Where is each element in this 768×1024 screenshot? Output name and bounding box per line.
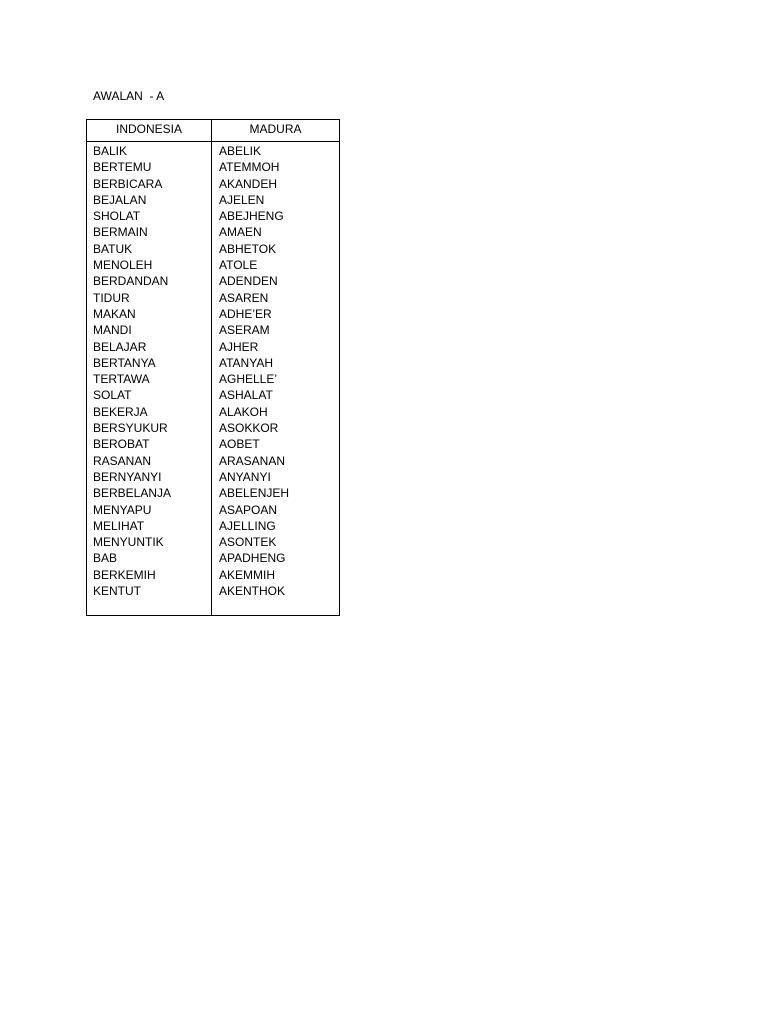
- indonesia-column: [87, 142, 212, 615]
- word-madura: ABEJHENG: [219, 209, 284, 224]
- word-madura: ADENDEN: [219, 274, 278, 289]
- word-indonesia: MELIHAT: [93, 518, 145, 533]
- word-indonesia: MENYUNTIK: [93, 535, 164, 550]
- word-madura: AKEMMIH: [219, 567, 276, 582]
- word-indonesia: BERKEMIH: [93, 567, 156, 582]
- word-madura: ALAKOH: [219, 404, 268, 419]
- word-indonesia: BAB: [93, 551, 118, 566]
- word-madura: AMAEN: [219, 225, 262, 240]
- word-indonesia: BELAJAR: [93, 339, 147, 354]
- word-indonesia: BEKERJA: [93, 404, 148, 419]
- word-madura: AJELLING: [219, 518, 276, 533]
- word-indonesia: TERTAWA: [93, 372, 150, 387]
- word-indonesia: BEJALAN: [93, 192, 147, 207]
- word-madura: AOBET: [219, 437, 260, 452]
- word-indonesia: BERMAIN: [93, 225, 148, 240]
- table-header-row: [87, 120, 339, 142]
- word-madura: ADHE’ER: [219, 306, 272, 321]
- word-indonesia: BERTEMU: [93, 160, 152, 175]
- word-madura: ATANYAH: [219, 355, 274, 370]
- word-indonesia: MANDI: [93, 323, 132, 338]
- word-indonesia: BERNYANYI: [93, 469, 162, 484]
- madura-column: [212, 142, 339, 615]
- word-madura: ASAPOAN: [219, 502, 278, 517]
- word-indonesia: BERDANDAN: [93, 274, 169, 289]
- word-madura: AGHELLE’: [219, 372, 278, 387]
- word-madura: ABELIK: [219, 144, 262, 158]
- word-indonesia: MENOLEH: [93, 258, 153, 273]
- vocabulary-table: [86, 119, 340, 616]
- word-madura: ASHALAT: [219, 388, 273, 403]
- word-indonesia: BERTANYA: [93, 355, 156, 370]
- word-madura: ARASANAN: [219, 453, 286, 468]
- word-indonesia: BERSYUKUR: [93, 421, 168, 436]
- word-indonesia: SOLAT: [93, 388, 132, 403]
- word-madura: ATOLE: [219, 258, 258, 273]
- word-madura: ATEMMOH: [219, 160, 280, 175]
- word-madura: ASOKKOR: [219, 421, 279, 436]
- word-indonesia: KENTUT: [93, 584, 141, 599]
- header-madura: MADURA: [249, 122, 302, 136]
- table-body: [87, 142, 339, 615]
- word-indonesia: TIDUR: [93, 290, 130, 305]
- word-madura: AKANDEH: [219, 176, 278, 191]
- word-madura: AJELEN: [219, 192, 265, 207]
- word-madura: AKENTHOK: [219, 584, 286, 599]
- word-madura: ABHETOK: [219, 241, 277, 256]
- word-indonesia: MAKAN: [93, 306, 136, 321]
- word-indonesia: BATUK: [93, 241, 133, 256]
- page-heading: AWALAN - A: [93, 89, 165, 103]
- word-indonesia: BERBELANJA: [93, 486, 172, 501]
- word-madura: ASERAM: [219, 323, 270, 338]
- word-madura: ABELENJEH: [219, 486, 290, 501]
- word-indonesia: BERBICARA: [93, 176, 163, 191]
- word-indonesia: SHOLAT: [93, 209, 141, 224]
- word-indonesia: MENYAPU: [93, 502, 152, 517]
- word-madura: ANYANYI: [219, 469, 271, 484]
- header-indonesia: INDONESIA: [87, 120, 212, 141]
- word-indonesia: BALIK: [93, 144, 128, 158]
- word-madura: AJHER: [219, 339, 259, 354]
- word-madura: ASONTEK: [219, 535, 277, 550]
- word-indonesia: RASANAN: [93, 453, 152, 468]
- word-madura: ASAREN: [219, 290, 269, 305]
- word-madura: APADHENG: [219, 551, 286, 566]
- word-indonesia: BEROBAT: [93, 437, 150, 452]
